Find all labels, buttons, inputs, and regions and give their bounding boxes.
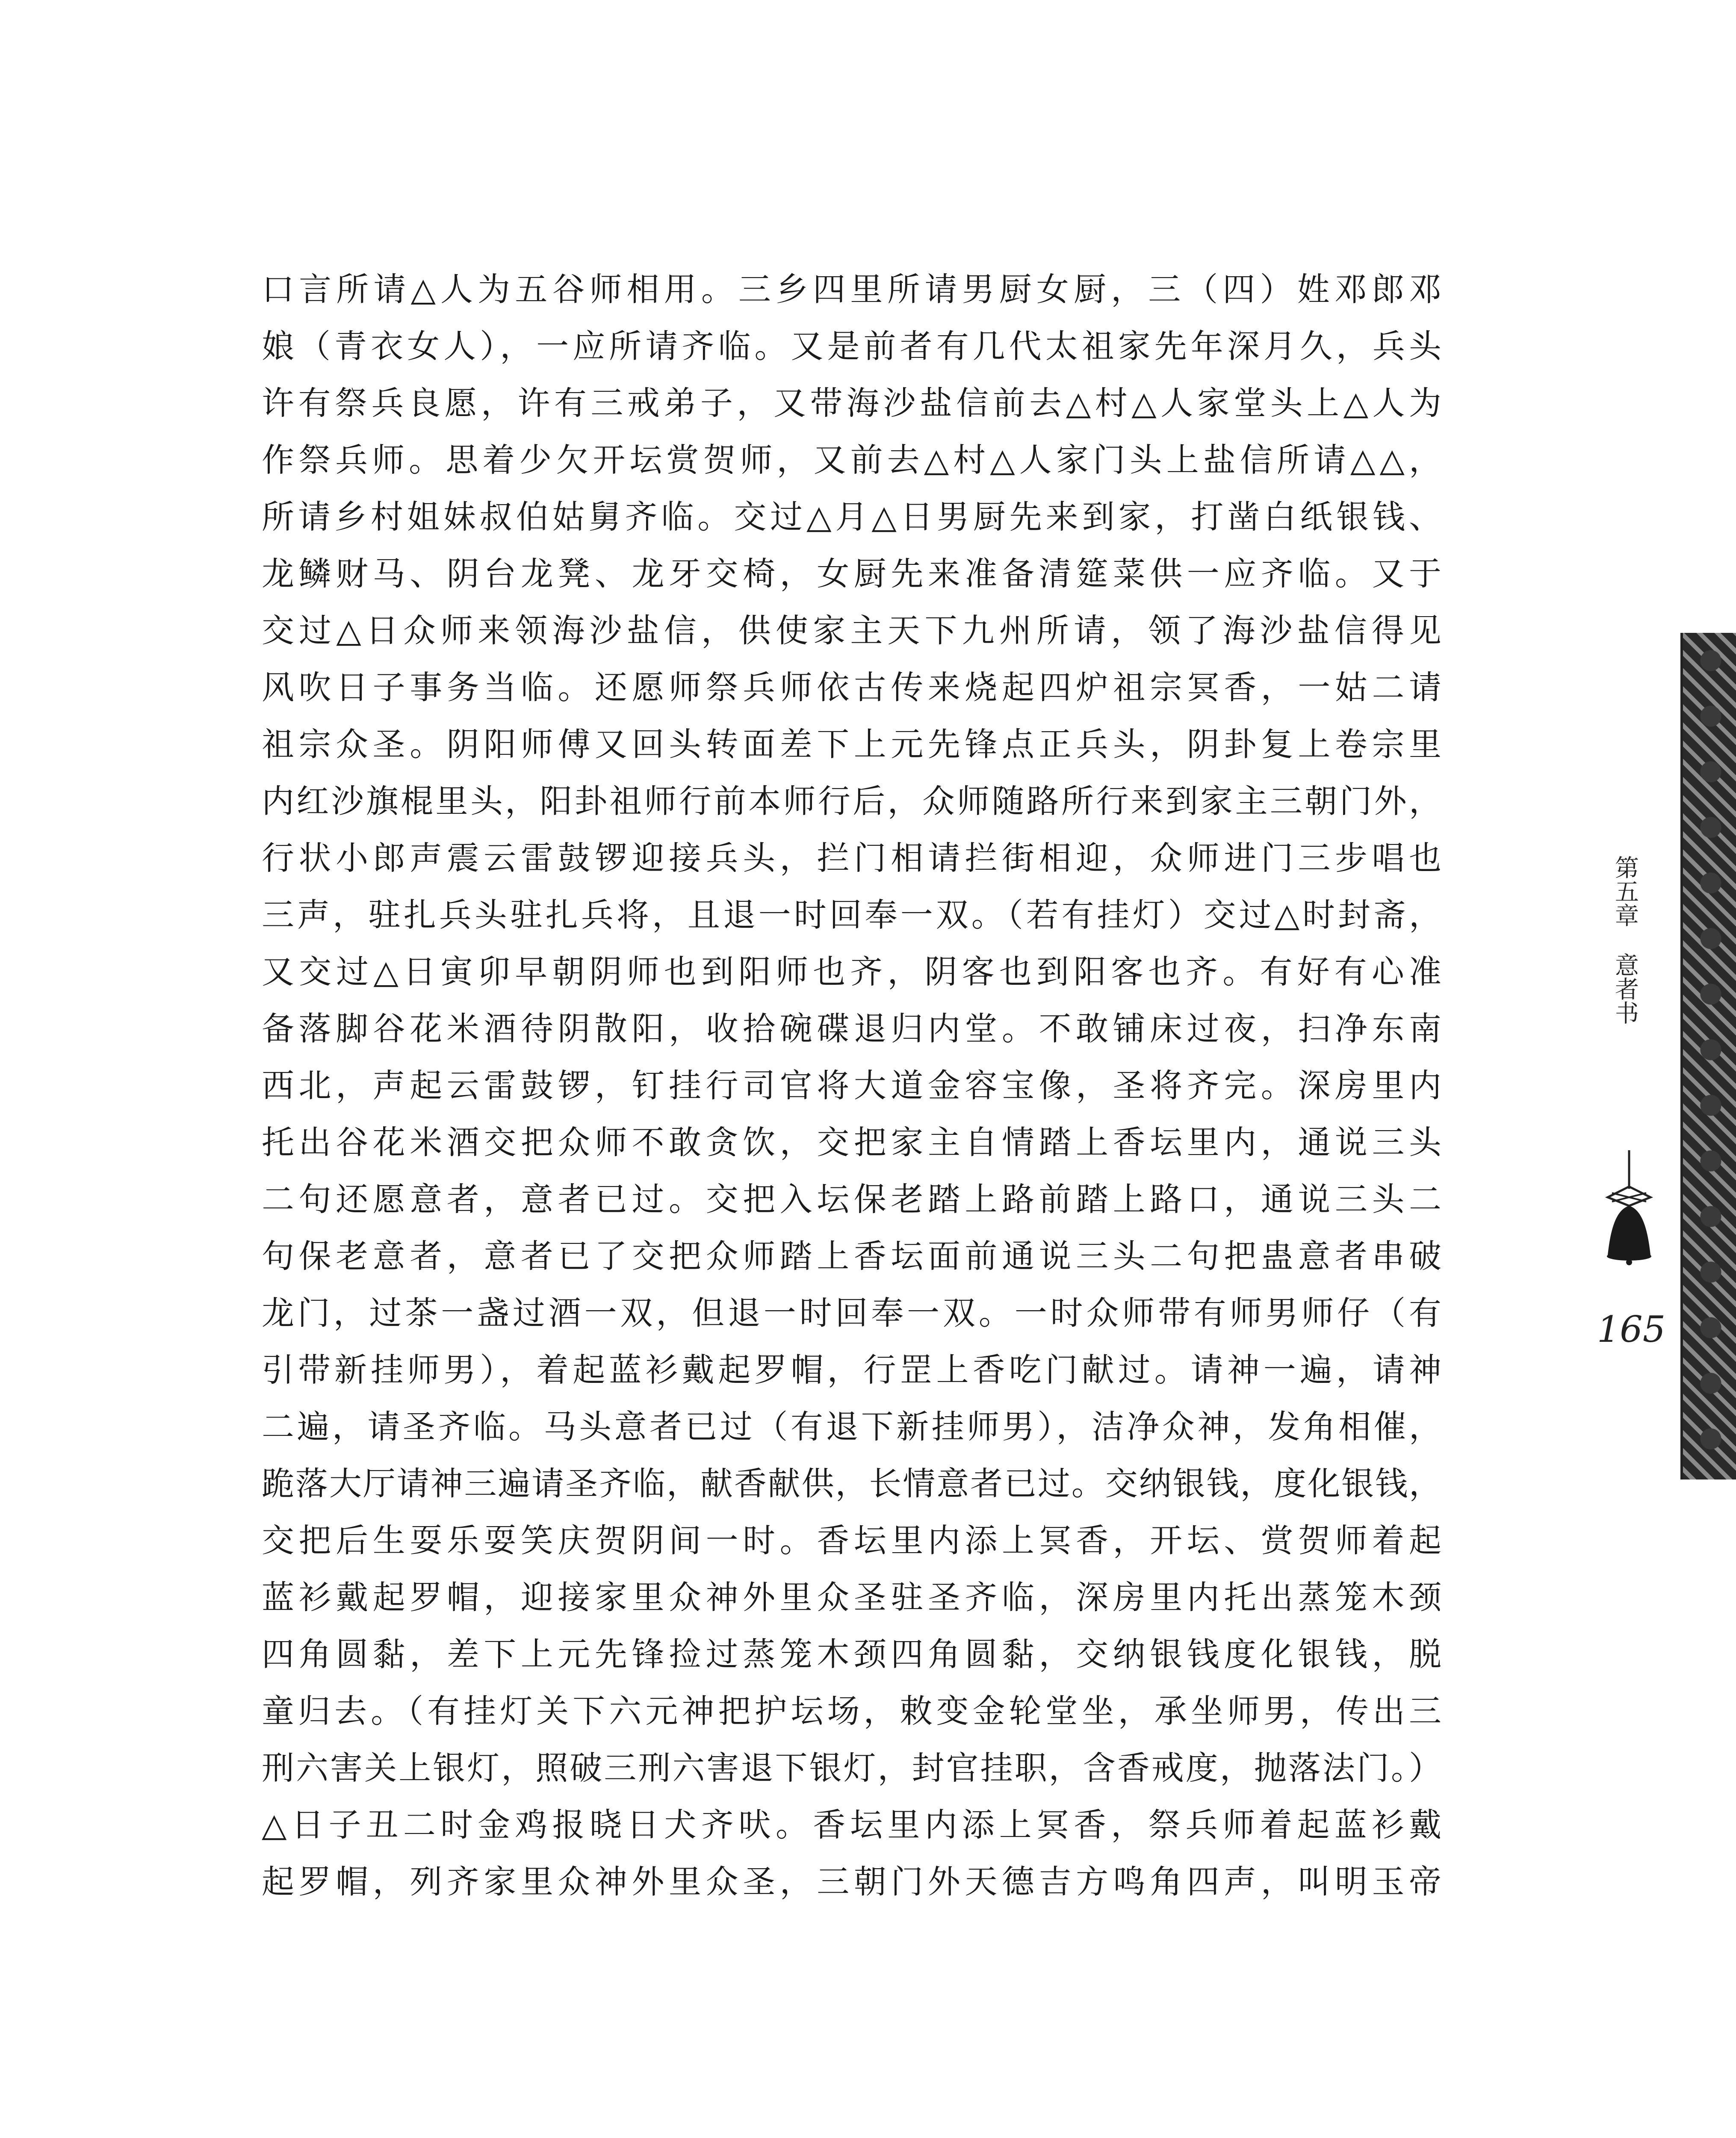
body-line: 交过△日众师来领海沙盐信，供使家主天下九州所请，领了海沙盐信得见 (262, 611, 1442, 650)
body-line: 行状小郎声震云雷鼓锣迎接兵头，拦门相请拦街相迎，众师进门三步唱也 (262, 839, 1442, 877)
body-line: 龙鳞财马、阴台龙凳、龙牙交椅，女厨先来准备清筵菜供一应齐临。又于 (262, 555, 1442, 593)
body-line: 备落脚谷花米酒待阴散阳，收拾碗碟退归内堂。不敢铺床过夜，扫净东南 (262, 1010, 1442, 1048)
body-line: 内红沙旗棍里头，阳卦祖师行前本师行后，众师随路所行来到家主三朝门外， (262, 782, 1442, 820)
chapter-number: 第五章 (1611, 855, 1639, 927)
body-line: 祖宗众圣。阴阳师傅又回头转面差下上元先锋点正兵头，阴卦复上卷宗里 (262, 725, 1442, 763)
body-line: 许有祭兵良愿，许有三戒弟子，又带海沙盐信前去△村△人家堂头上△人为 (262, 384, 1442, 422)
body-line: 跪落大厅请神三遍请圣齐临，献香献供，长情意者已过。交纳银钱，度化银钱， (262, 1465, 1442, 1503)
body-line: 起罗帽，列齐家里众神外里众圣，三朝门外天德吉方鸣角四声，叫明玉帝 (262, 1863, 1442, 1901)
chapter-title: 意者书 (1611, 953, 1639, 1025)
body-line: 托出谷花米酒交把众师不敢贪饮，交把家主自情踏上香坛里内，通说三头 (262, 1123, 1442, 1161)
body-line: 引带新挂师男），着起蓝衫戴起罗帽，行罡上香吃门献过。请神一遍，请神 (262, 1351, 1442, 1389)
body-line: 风吹日子事务当临。还愿师祭兵师依古传来烧起四炉祖宗冥香，一姑二请 (262, 668, 1442, 706)
body-line: 句保老意者，意者已了交把众师踏上香坛面前通说三头二句把蛊意者串破 (262, 1237, 1442, 1275)
body-line: 三声，驻扎兵头驻扎兵将，且退一时回奉一双。（若有挂灯）交过△时封斋， (262, 896, 1442, 934)
body-line: 二句还愿意者，意者已过。交把入坛保老踏上路前踏上路口，通说三头二 (262, 1180, 1442, 1218)
bell-icon (1599, 1150, 1659, 1266)
body-line: 刑六害关上银灯，照破三刑六害退下银灯，封官挂职，含香戒度，抛落法门。） (262, 1749, 1442, 1787)
body-line: 童归去。（有挂灯关下六元神把护坛场，敕变金轮堂坐，承坐师男，传出三 (262, 1692, 1442, 1730)
ornamental-border (1680, 633, 1736, 1479)
body-line: 西北，声起云雷鼓锣，钉挂行司官将大道金容宝像，圣将齐完。深房里内 (262, 1066, 1442, 1104)
chapter-label (1599, 855, 1650, 1025)
body-line: 作祭兵师。思着少欠开坛赏贺师，又前去△村△人家门头上盐信所请△△， (262, 441, 1442, 479)
body-line: 娘（青衣女人），一应所请齐临。又是前者有几代太祖家先年深月久，兵头 (262, 327, 1442, 365)
body-line: 又交过△日寅卯早朝阴师也到阳师也齐，阴客也到阳客也齐。有好有心准 (262, 953, 1442, 991)
body-line: 交把后生耍乐耍笑庆贺阴间一时。香坛里内添上冥香，开坛、赏贺师着起 (262, 1521, 1442, 1559)
body-line: 四角圆黏，差下上元先锋捡过蒸笼木颈四角圆黏，交纳银钱度化银钱，脱 (262, 1635, 1442, 1673)
body-line: 所请乡村姐妹叔伯姑舅齐临。交过△月△日男厨先来到家，打凿白纸银钱、 (262, 498, 1442, 536)
body-line: 二遍，请圣齐临。马头意者已过（有退下新挂师男），洁净众神，发角相催， (262, 1408, 1442, 1446)
body-text (262, 261, 1442, 1910)
body-line: 口言所请△人为五谷师相用。三乡四里所请男厨女厨，三（四）姓邓郎邓 (262, 270, 1442, 308)
page-number: 165 (1597, 1308, 1666, 1350)
body-line: △日子丑二时金鸡报晓日犬齐吠。香坛里内添上冥香，祭兵师着起蓝衫戴 (262, 1806, 1442, 1844)
body-line: 龙门，过茶一盏过酒一双，但退一时回奉一双。一时众师带有师男师仔（有 (262, 1294, 1442, 1332)
body-line: 蓝衫戴起罗帽，迎接家里众神外里众圣驻圣齐临，深房里内托出蒸笼木颈 (262, 1578, 1442, 1616)
